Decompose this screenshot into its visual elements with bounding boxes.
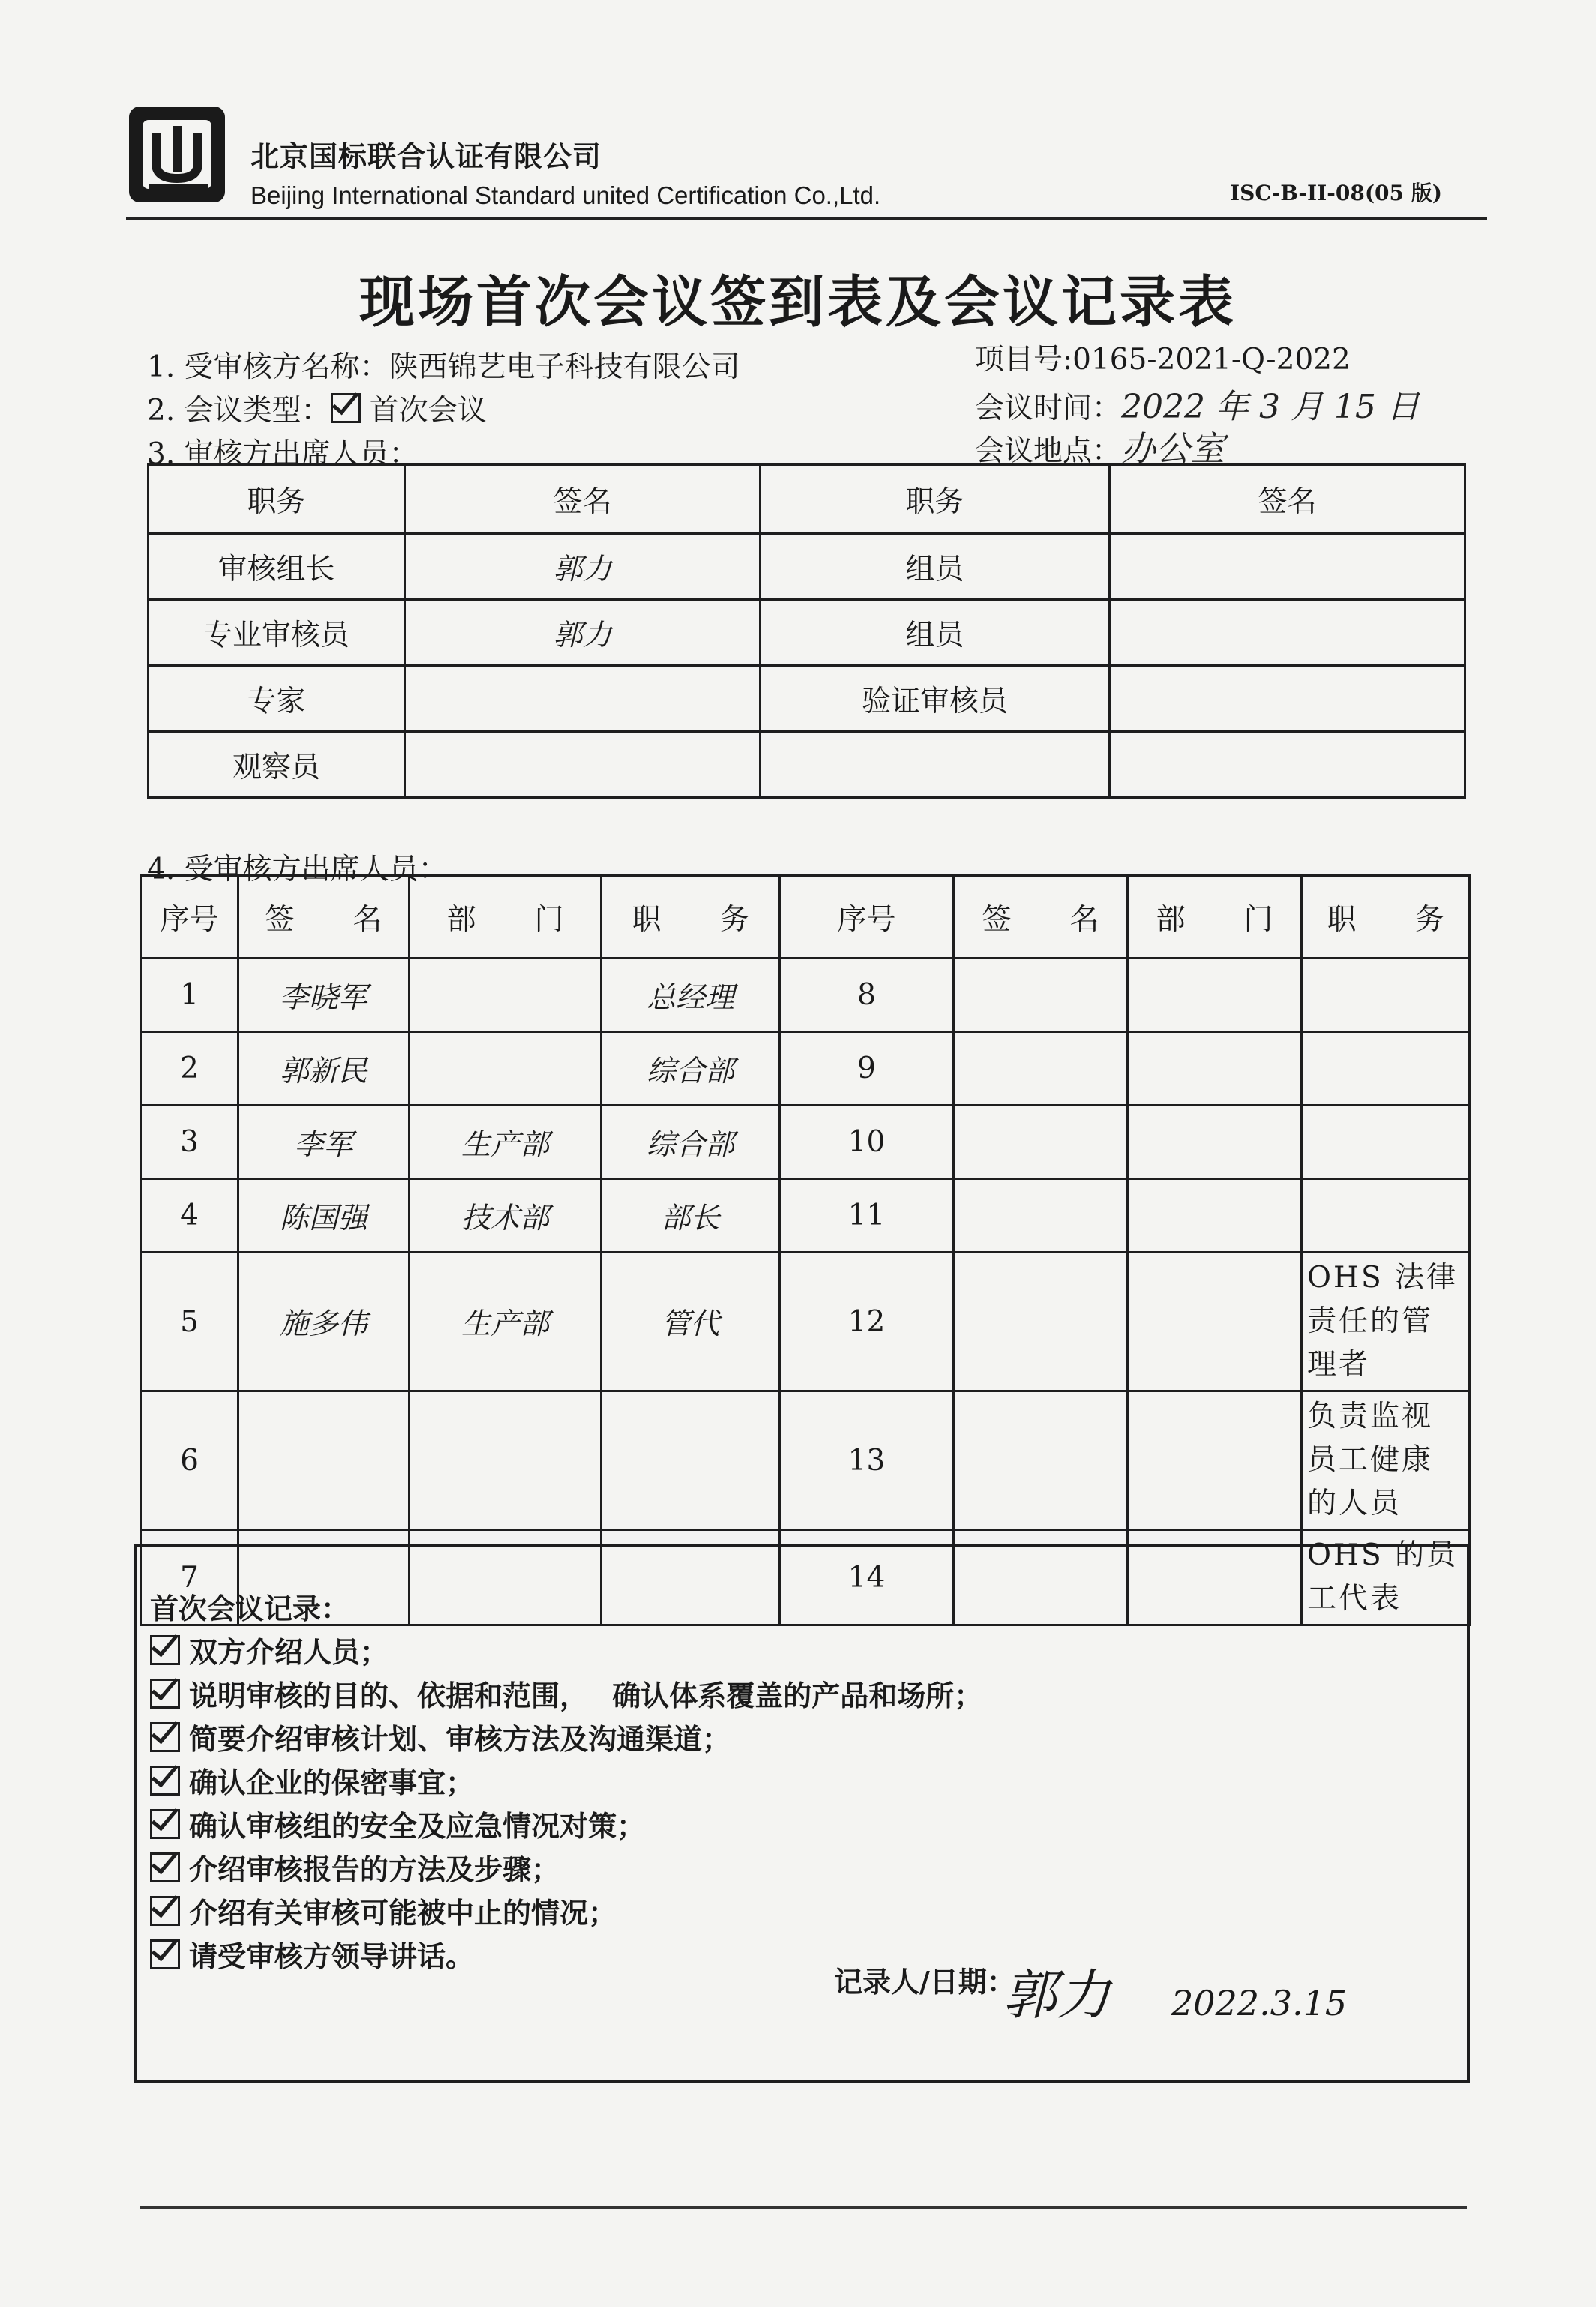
checkbox-checked-icon [150,1722,180,1752]
recorder-date: 2022.3.15 [1172,1983,1348,2024]
header-cell: 签 名 [954,876,1128,958]
table-row [141,1179,1470,1252]
meeting-type-label: 2. 会议类型： [147,394,331,428]
department-cell [410,1032,602,1106]
record-item [150,1934,474,1975]
header-cell: 序号 [780,876,954,958]
header-cell: 签名 [1110,465,1466,534]
table-row [141,1032,1470,1106]
company-name-en: Beijing International Standard united Certification Co.,Ltd. [250,182,881,209]
table-row [141,1391,1470,1530]
signature-cell [405,732,760,798]
department-cell: 技术部 [410,1179,602,1252]
auditors-label: 3. 审核方出席人员： [147,437,418,471]
meeting-time-label: 会议时间： [975,392,1122,425]
record-item-text: 请受审核方领导讲话。 [189,1940,475,1973]
role-cell: 专业审核员 [148,600,405,666]
audit-team-table [147,464,1466,799]
position-note-cell [1302,1179,1470,1252]
position-cell: 总经理 [602,958,780,1032]
meeting-time-line [975,380,1420,428]
signature-cell [238,1391,410,1530]
record-item-text: 确认审核组的安全及应急情况对策； [189,1809,646,1843]
position-cell [602,1391,780,1530]
project-number: 项目号:0165-2021-Q-2022 [975,343,1351,376]
position-cell: 综合部 [602,1106,780,1179]
role-cell: 验证审核员 [760,666,1110,732]
page-title: 现场首次会议签到表及会议记录表 [359,270,1237,334]
table-row [148,600,1466,666]
checkbox-checked-icon [150,1766,180,1796]
table-header-row [148,465,1466,534]
seq-cell: 4 [141,1179,238,1252]
signature-cell: 郭力 [405,600,760,666]
position-note-cell: OHS 的员工代表 [1302,1530,1470,1625]
signature-cell [1110,600,1466,666]
seq-cell: 1 [141,958,238,1032]
seq-cell: 13 [780,1391,954,1530]
header-cell: 部 门 [1128,876,1302,958]
record-item [150,1716,730,1757]
seq-cell: 14 [780,1530,954,1625]
department-cell [410,1391,602,1530]
record-item [150,1672,982,1714]
signature-cell: 郭力 [405,534,760,600]
auditee-label: 1. 受审核方名称： [147,350,389,384]
checkbox-checked-icon [150,1852,180,1882]
seq-cell: 5 [141,1252,238,1391]
isc-logo-icon [126,104,228,206]
seq-cell: 7 [141,1530,238,1625]
record-item [150,1760,474,1801]
position-cell: 综合部 [602,1032,780,1106]
table-row [148,732,1466,798]
record-item-text: 简要介绍审核计划、审核方法及沟通渠道； [189,1722,731,1756]
position-note-cell [1302,1032,1470,1106]
record-item-text: 说明审核的目的、依据和范围， 确认体系覆盖的产品和场所； [189,1678,983,1712]
position-note-cell [1302,1106,1470,1179]
department-cell: 生产部 [410,1252,602,1391]
record-item [150,1803,645,1844]
position-note-cell: OHS 法律责任的管理者 [1302,1252,1470,1391]
record-item-text: 介绍审核报告的方法及步骤； [189,1852,560,1886]
record-item [150,1846,560,1888]
checkbox-checked-icon [150,1678,180,1708]
role-cell: 审核组长 [148,534,405,600]
seq-cell: 11 [780,1179,954,1252]
header-cell: 职 务 [1302,876,1470,958]
record-item-text: 介绍有关审核可能被中止的情况； [189,1896,617,1930]
meeting-type-line [147,387,487,429]
signature-cell: 郭新民 [238,1032,410,1106]
checkbox-checked-icon [331,393,361,423]
header-divider [126,218,1487,220]
auditee-line [147,344,740,386]
record-item-text: 双方介绍人员； [189,1635,389,1669]
position-note-cell [1302,958,1470,1032]
meeting-records-box [134,1544,1470,2084]
signature-cell [1110,534,1466,600]
signature-cell: 施多伟 [238,1252,410,1391]
company-name-cn: 北京国标联合认证有限公司 [250,140,602,173]
record-item [150,1890,616,1931]
header-cell: 序号 [141,876,238,958]
role-cell: 专家 [148,666,405,732]
position-note-cell: 负责监视员工健康的人员 [1302,1391,1470,1530]
form-code: ISC-B-II-08(05 版) [1230,181,1443,206]
attendees-table [140,874,1471,1626]
seq-cell: 8 [780,958,954,1032]
signature-cell: 李晓军 [238,958,410,1032]
checkbox-checked-icon [150,1809,180,1839]
position-cell: 管代 [602,1252,780,1391]
footer-divider [140,2206,1467,2209]
records-title: 首次会议记录： [150,1592,350,1625]
record-item [150,1629,388,1670]
table-row [141,1106,1470,1179]
table-row [141,1252,1470,1391]
header-cell: 签 名 [238,876,410,958]
signature-cell [1110,732,1466,798]
signature-cell [1110,666,1466,732]
table-row [141,958,1470,1032]
header-cell: 职务 [148,465,405,534]
position-cell: 部长 [602,1179,780,1252]
seq-cell: 9 [780,1032,954,1106]
role-cell [760,732,1110,798]
seq-cell: 12 [780,1252,954,1391]
meeting-place-label: 会议地点： [975,434,1122,468]
seq-cell: 3 [141,1106,238,1179]
meeting-type-value: 首次会议 [369,394,487,428]
role-cell: 组员 [760,600,1110,666]
signature-cell [405,666,760,732]
recorder-signature: 郭力 [1003,1964,1112,2026]
signature-cell: 陈国强 [238,1179,410,1252]
checkbox-checked-icon [150,1940,180,1970]
checkbox-checked-icon [150,1635,180,1665]
meeting-place-value: 办公室 [1121,428,1226,469]
role-cell: 组员 [760,534,1110,600]
seq-cell: 10 [780,1106,954,1179]
record-item-text: 确认企业的保密事宜； [189,1766,475,1799]
header-cell: 职务 [760,465,1110,534]
checkbox-checked-icon [150,1896,180,1926]
department-cell [410,958,602,1032]
role-cell: 观察员 [148,732,405,798]
table-header-row [141,876,1470,958]
auditee-name: 陕西锦艺电子科技有限公司 [388,350,740,384]
table-row [148,666,1466,732]
seq-cell: 6 [141,1391,238,1530]
header-cell: 部 门 [410,876,602,958]
auditee-attendees-label: 4. 受审核方出席人员： [147,853,448,886]
header-cell: 签名 [405,465,760,534]
header-cell: 职 务 [602,876,780,958]
table-row [148,534,1466,600]
recorder-label: 记录人/日期： [834,1965,1016,1999]
meeting-time-value: 2022 年 3 月 15 日 [1121,388,1420,426]
signature-cell: 李军 [238,1106,410,1179]
department-cell: 生产部 [410,1106,602,1179]
seq-cell: 2 [141,1032,238,1106]
